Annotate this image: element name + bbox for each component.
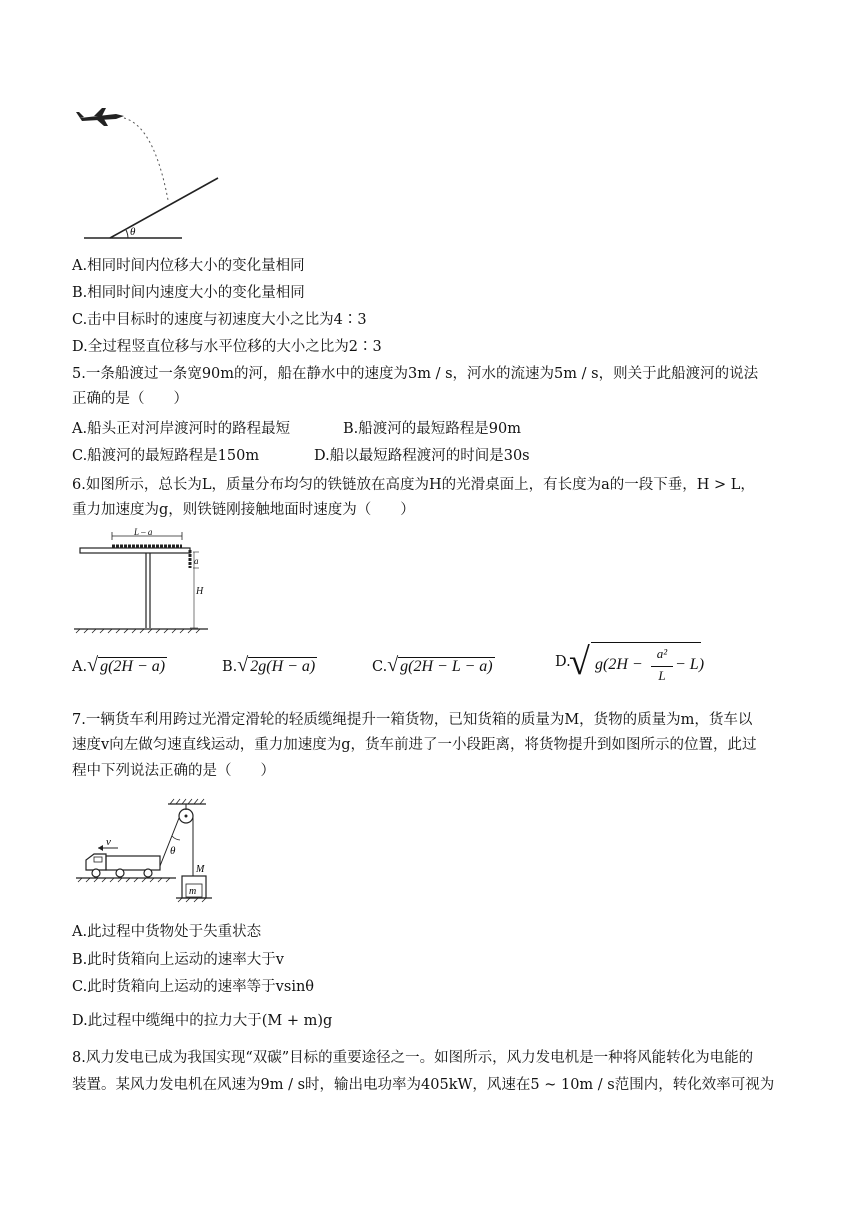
q7-stem-line3: 程中下列说法正确的是（ ） [72,763,275,779]
q7-theta-label: θ [170,845,176,857]
q6-option-d-frac-num: a² [656,646,668,661]
q6-option-c: C.√ g(2H − L − a) [372,654,493,676]
trajectory-dotted [124,118,168,200]
q6-option-d-radicand-post: − L) [675,656,705,673]
q7-option-d: D.此过程中缆绳中的拉力大于(M + m)g [72,1013,333,1029]
q6-label-l-minus-a: L – a [134,528,153,537]
q7-stem-line2: 速度v向左做匀速直线运动，重力加速度为g，货车前进了一小段距离，将货物提升到如图所示的位置，此过 [72,737,757,753]
q5-option-a: A.船头正对河岸渡河时的路程最短 [72,421,291,437]
q8-stem-line1: 8.风力发电已成为我国实现“双碳”目标的重要途径之一。如图所示，风力发电机是一种将风能转化为电能的 [72,1050,754,1066]
q4-option-d: D.全过程竖直位移与水平位移的大小之比为2∶3 [72,339,382,355]
q6-option-a: A.√ g(2H − a) [72,654,166,676]
q6-label-a: a [194,556,199,566]
q6-stem-line1: 6.如图所示，总长为L，质量分布均匀的铁链放在高度为H的光滑桌面上，有长度为a的一段下垂，H > L， [72,477,755,493]
q4-option-b: B.相同时间内速度大小的变化量相同 [72,285,305,301]
q6-option-b-letter: B. [222,659,238,675]
q6-option-a-letter: A. [72,659,88,675]
q6-option-d-letter: D. [555,654,571,670]
q6-option-d-frac-den: L [658,668,666,683]
q7-option-a: A.此过程中货物处于失重状态 [72,924,262,940]
q6-stem-line2: 重力加速度为g，则铁链刚接触地面时速度为（ ） [72,502,415,518]
q4-projectile-figure [72,104,232,244]
q6-chain-table-figure [72,528,212,634]
q6-option-a-radicand: g(2H − a) [100,658,166,675]
q4-option-a: A.相同时间内位移大小的变化量相同 [72,258,305,274]
q5-stem-line1: 5.一条船渡过一条宽90m的河，船在静水中的速度为3m / s，河水的流速为5m / s，则关于此船渡河的说法 [72,366,759,382]
q6-label-h: H [196,586,204,597]
q7-option-b: B.此时货箱向上运动的速率大于v [72,952,284,968]
q5-option-c: C.船渡河的最短路程是150m [72,448,260,464]
q6-option-c-letter: C. [372,659,388,675]
truck-icon [86,854,160,877]
q6-option-d-radicand-pre: g(2H − [595,656,643,673]
q7-truck-pulley-figure [72,796,222,912]
q7-v-label: v [106,836,111,848]
q5-option-d: D.船以最短路程渡河的时间是30s [314,448,530,464]
q8-stem-line2: 装置。某风力发电机在风速为9m / s时，输出电功率为405kW，风速在5 ~ 10m / s范围内，转化效率可视为 [72,1077,775,1093]
q6-option-c-radicand: g(2H − L − a) [400,658,493,675]
q7-m-label: m [189,886,197,897]
airplane-icon [76,108,124,126]
q7-option-c: C.此时货箱向上运动的速率等于vsinθ [72,979,315,995]
angle-theta-label: θ [130,226,136,238]
q4-option-c: C.击中目标时的速度与初速度大小之比为4∶3 [72,312,367,328]
q6-option-b: B.√ 2g(H − a) [222,654,316,676]
q7-M-label: M [196,864,205,875]
q5-stem-line2: 正确的是（ ） [72,391,188,407]
incline-line [110,178,218,238]
q5-option-b: B.船渡河的最短路程是90m [343,421,521,437]
q6-option-b-radicand: 2g(H − a) [250,658,316,675]
q7-stem-line1: 7.一辆货车利用跨过光滑定滑轮的轻质缆绳提升一箱货物，已知货箱的质量为M，货物的质量为m，货车以 [72,712,753,728]
